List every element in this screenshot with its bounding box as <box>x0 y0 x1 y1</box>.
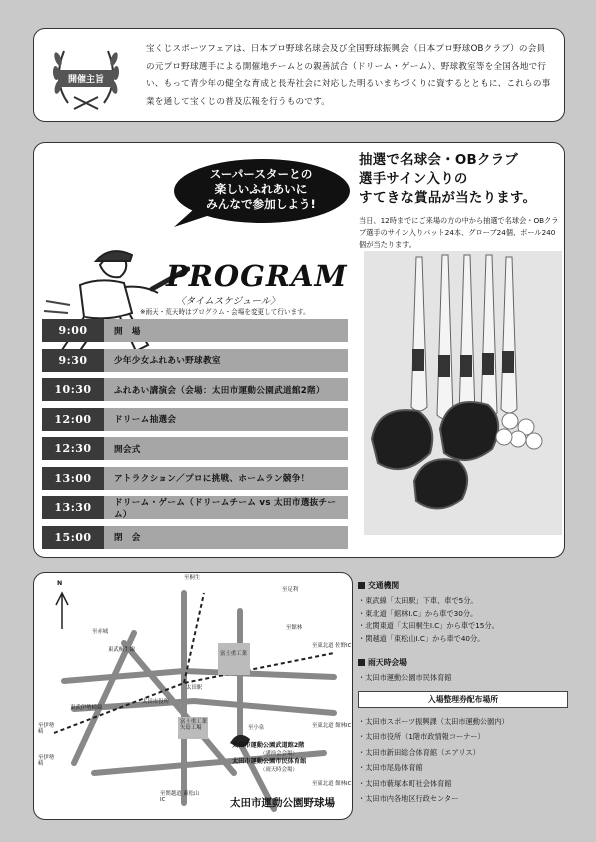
schedule-event: 開 場 <box>104 319 348 342</box>
prize-heading-line-1: 抽選で名球会・OBクラブ <box>359 153 519 168</box>
bubble-line-2: 楽しいふれあいに <box>214 182 308 196</box>
north-arrow-icon <box>56 593 68 629</box>
map-roads-icon <box>34 573 354 821</box>
map-label: 富士重工業 矢島工場 <box>180 719 207 732</box>
bubble-line-3: みんなで参加しよう! <box>206 197 316 211</box>
map-label: 太田駅 <box>186 685 203 691</box>
host-badge: 開催主旨 <box>67 75 104 85</box>
schedule-time: 9:30 <box>42 349 104 372</box>
map-label: 至関越道 東松山IC <box>160 791 200 804</box>
schedule-time: 13:30 <box>42 496 104 519</box>
distribution-item: ・太田市役所（1階市政情報コーナー） <box>358 732 485 742</box>
distribution-list <box>358 714 568 808</box>
schedule-event: 閉 会 <box>104 526 348 549</box>
host-description: 宝くじスポーツフェアは、日本プロ野球名球会及び全国野球振興会（日本プロ野球OBクラブ）の会員の元プロ野球選手による開催地チームとの親善試合（ドリーム・ゲーム）、野球教室等を全国各地で行い、もって青少年の健全な育成と長寿社会に対応した明るいまちづくりに資するとともに、これらの事業を通して宝くじの普及広報を行うものです。 <box>146 44 551 107</box>
map-label: 至赤城 <box>92 629 109 635</box>
program-panel <box>33 142 565 558</box>
prize-heading-line-3: すてきな賞品が当たります。 <box>359 191 537 206</box>
distribution-item: ・太田市スポーツ振興課（太田市運動公園内） <box>358 716 509 726</box>
schedule-row <box>42 496 348 519</box>
schedule-time: 10:30 <box>42 378 104 401</box>
access-item: ・北関東道「太田桐生I.C」から車で15分。 <box>358 621 499 630</box>
map-label: 至東北道 館林IC <box>312 781 352 787</box>
distribution-heading: 入場整理券配布場所 <box>358 691 568 708</box>
map-label: （講演会会場） <box>260 751 298 757</box>
program-note: ※雨天・荒天時はプログラム・会場を変更して行います。 <box>140 308 310 316</box>
map-label: 至東北道 佐野IC <box>312 643 352 649</box>
access-item: ・東北道「館林I.C」から車で30分。 <box>358 608 478 618</box>
map-label: 太田市役所 <box>142 699 169 705</box>
info-column <box>358 580 568 807</box>
access-heading <box>358 580 568 591</box>
map-label: 富士重工業 <box>220 651 247 657</box>
schedule-event: ドリーム抽選会 <box>104 408 348 431</box>
schedule-time: 13:00 <box>42 467 104 490</box>
schedule-event: ドリーム・ゲーム（ドリームチーム vs 太田市選抜チーム） <box>104 496 348 519</box>
bullet-square-icon <box>358 659 365 666</box>
schedule-row <box>42 467 348 490</box>
map-label: 東武桐生線 <box>108 647 135 653</box>
map-label: 至足利 <box>282 587 299 593</box>
bubble-text <box>182 167 340 212</box>
schedule-time: 15:00 <box>42 526 104 549</box>
map-label: 至小泉 <box>248 725 265 731</box>
schedule-row <box>42 526 348 549</box>
map-label: 太田市運動公園市民体育館 <box>232 758 307 765</box>
schedule-row <box>42 408 348 431</box>
map-label: 至伊勢崎 <box>38 755 55 768</box>
map-label: 至館林 <box>286 625 303 631</box>
map-label: 東武伊勢崎線 <box>70 705 103 711</box>
access-map <box>33 572 353 820</box>
distribution-item: ・太田市新田総合体育館（エアリス） <box>358 747 480 757</box>
prize-photo-bats-gloves-icon <box>364 251 562 535</box>
rain-title: 雨天時会場 <box>368 658 407 667</box>
schedule-row <box>42 349 348 372</box>
host-panel <box>33 28 565 122</box>
north-label: N <box>57 580 63 587</box>
schedule-event: ふれあい講演会（会場：太田市運動公園武道館2階） <box>104 378 348 401</box>
schedule-row <box>42 319 348 342</box>
schedule-list <box>42 319 348 555</box>
access-item: ・東武線「太田駅」下車、車で5分。 <box>358 596 478 605</box>
program-subtitle: 〈タイムスケジュール〉 <box>176 296 280 307</box>
access-title: 交通機関 <box>368 581 400 590</box>
bubble-line-1: スーパースターとの <box>209 167 313 181</box>
schedule-event: 開会式 <box>104 437 348 460</box>
schedule-time: 12:30 <box>42 437 104 460</box>
access-item: ・関越道「東松山I.C」から車で40分。 <box>358 633 485 643</box>
program-title: PROGRAM <box>166 259 348 293</box>
distribution-item: ・太田市尾島体育館 <box>358 763 423 773</box>
schedule-row <box>42 378 348 401</box>
map-label: 至伊勢崎 <box>38 723 55 736</box>
stadium-name: 太田市運動公園野球場 <box>230 797 335 809</box>
rain-venue: ・太田市運動公園市民体育館 <box>358 673 452 682</box>
prize-heading <box>359 151 559 208</box>
schedule-event: 少年少女ふれあい野球教室 <box>104 349 348 372</box>
rain-heading <box>358 657 568 668</box>
prize-heading-line-2: 選手サイン入りの <box>359 172 468 187</box>
schedule-time: 9:00 <box>42 319 104 342</box>
bullet-square-icon <box>358 582 365 589</box>
distribution-item: ・太田市内各地区行政センター <box>358 794 459 804</box>
map-label: （雨天時会場） <box>260 767 298 773</box>
schedule-time: 12:00 <box>42 408 104 431</box>
map-label: 太田市運動公園武道館2階 <box>232 742 305 749</box>
map-label: 至東北道 館林IC <box>312 723 352 729</box>
schedule-event: アトラクション／プロに挑戦、ホームラン競争！ <box>104 467 348 490</box>
schedule-row <box>42 437 348 460</box>
map-label: 至桐生 <box>184 575 201 581</box>
distribution-item: ・太田市薮塚本町社会体育館 <box>358 778 452 788</box>
prize-description: 当日、12時までにご来場の方の中から抽選で名球会・OBクラブ選手のサイン入りバット24本、グローブ24個、ボール240個が当たります。 <box>359 216 559 249</box>
